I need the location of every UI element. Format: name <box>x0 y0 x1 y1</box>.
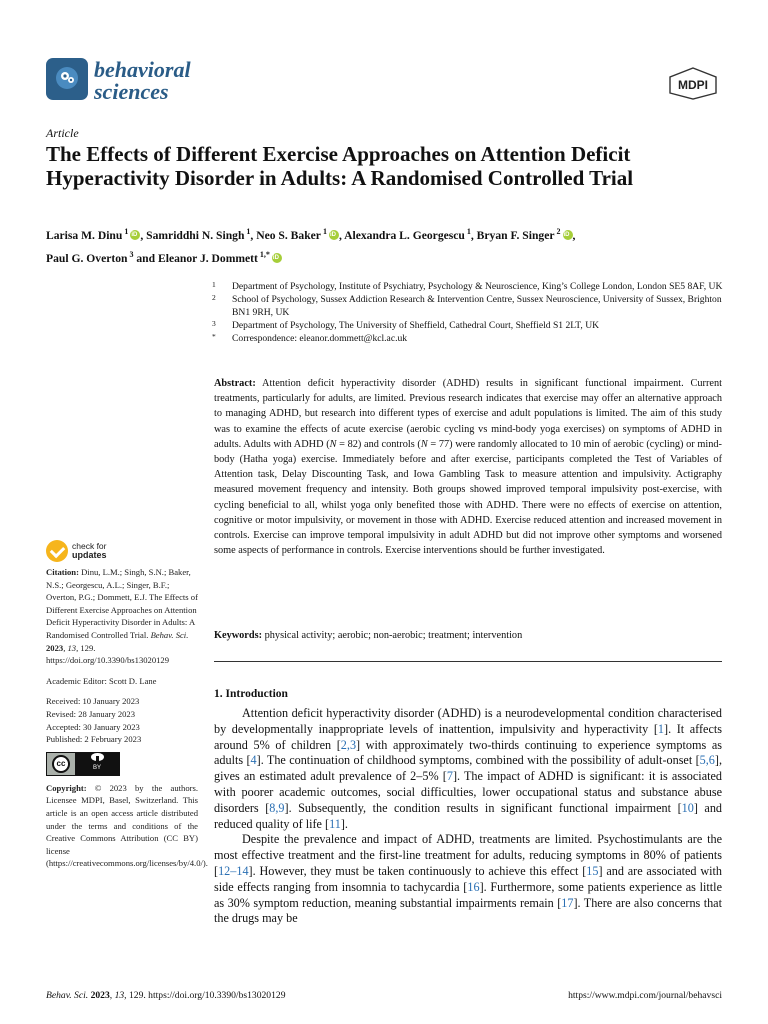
reference-link[interactable]: 11 <box>329 816 341 831</box>
affiliation-number: * <box>212 332 216 341</box>
author-affiliation-marker: 1 <box>464 227 471 236</box>
by-label: BY <box>92 765 101 772</box>
author-name: Alexandra L. Georgescu <box>344 228 465 242</box>
paragraph-text: Attention deficit hyperactivity disorder (ADHD) is a neurodevelopmental condition characterised by developmentally inappropriate levels of inattention, impulsivity and hyperactivity [ <box>214 706 722 736</box>
date-revised: Revised: 28 January 2023 <box>46 708 136 719</box>
paragraph-text: ]. The impact of ADHD is significant: it is associated with poorer academic outcomes, social difficulties, lower occupational status and substance abuse disorders [ <box>214 769 722 815</box>
citation <box>46 566 198 667</box>
paragraph-text: ] with approximately two-thirds continuing to experience symptoms as adults [ <box>214 737 723 768</box>
author-affiliation-marker: 1 <box>122 227 129 236</box>
affiliation-text: School of Psychology, Sussex Addiction Research & Intervention Centre, Sussex Neuroscience, University of Sussex, Brighton BN1 9RH, UK <box>232 294 722 318</box>
footer-doi: , 129. https://doi.org/10.3390/bs13020129 <box>124 990 286 1001</box>
reference-link[interactable]: 8,9 <box>269 800 285 815</box>
journal-name <box>94 59 191 103</box>
footer-url-link[interactable]: https://www.mdpi.com/journal/behavsci <box>568 990 722 1001</box>
body-text <box>214 706 722 927</box>
journal-name-line1: behavioral <box>94 57 191 82</box>
citation-label: Citation: <box>46 567 79 577</box>
cc-icon: cc <box>52 755 70 773</box>
affiliation <box>212 280 732 293</box>
abstract <box>214 376 722 558</box>
reference-link[interactable]: 5,6 <box>699 753 715 768</box>
author-name: Neo S. Baker <box>256 228 321 242</box>
affiliation <box>212 319 732 332</box>
footer-journal: Behav. Sci. <box>46 990 89 1001</box>
author-separator: , <box>140 228 147 242</box>
footer-volume: , 13 <box>109 990 125 1001</box>
date-published: Published: 2 February 2023 <box>46 734 142 745</box>
paragraph-text: ]. <box>340 816 348 831</box>
journal-name-line2: sciences <box>94 79 169 104</box>
dates <box>46 695 198 745</box>
orcid-icon[interactable] <box>329 230 339 240</box>
mdpi-logo <box>666 66 720 100</box>
author-name: Samriddhi N. Singh <box>146 228 245 242</box>
check-line2: updates <box>72 550 107 560</box>
section-heading: 1. Introduction <box>214 688 288 700</box>
citation-volume: , 13 <box>63 642 77 653</box>
reference-link[interactable]: 12–14 <box>218 863 249 878</box>
author-name: Larisa M. Dinu <box>46 228 123 242</box>
reference-link[interactable]: 10 <box>681 800 694 815</box>
paragraph-text: ]. Subsequently, the condition results in significant functional impairment [ <box>284 800 682 815</box>
academic-editor: Academic Editor: Scott D. Lane <box>46 675 157 686</box>
paper-title: The Effects of Different Exercise Approaches on Attention Deficit Hyperactivity Disorder in Adults: A Randomised Controlled Trial <box>46 142 634 190</box>
check-for-updates-button[interactable] <box>46 540 107 562</box>
keywords <box>214 628 722 643</box>
author-name: Paul G. Overton <box>46 251 128 265</box>
abstract-text-3: = 77) were randomly allocated to 10 min of aerobic (cycling) or mind-body (Hatha yoga) exercise. Immediately before and after exercise, participants completed the Test of Variables of Attention task, Delay Discounting Task, and Iowa Gambling Task to measure attention and impulsivity. Actigraphy measured movement frequency and intensity. Both groups showed improved temporal impulsivity post-exercise, with cycling beneficial to all, whilst yoga only benefited those with ADHD. There were no effects of exercise on attention, cognitive or motor impulsivity, or movement in those with ADHD. Exercise reduced attention and increased movement in controls. Exercise can improve temporal impulsivity in adult ADHD but did not improve other symptoms and worsened some aspects of performance in controls. Exercise interventions should be further investigated. <box>214 438 722 557</box>
citation-year: 2023 <box>46 642 64 653</box>
by-panel <box>75 753 119 775</box>
affiliation <box>212 293 732 319</box>
affiliation-number: 3 <box>212 319 216 328</box>
author-name: Eleanor J. Dommett <box>157 251 258 265</box>
author-list <box>46 222 726 268</box>
copyright-label: Copyright: <box>46 782 87 793</box>
article-type: Article <box>46 126 79 140</box>
reference-link[interactable]: 17 <box>561 895 574 910</box>
copyright-text: © 2023 by the authors. Licensee MDPI, Basel, Switzerland. This article is an open access article distributed under the terms and conditions of the Creative Commons Attribution (CC BY) license (https://creativecommons.org/licenses/by/4.0/). <box>46 782 208 869</box>
footer-citation <box>46 990 286 1001</box>
reference-link[interactable]: 2,3 <box>340 737 357 752</box>
date-accepted: Accepted: 30 January 2023 <box>46 721 140 732</box>
abstract-text-2: = 82) and controls ( <box>336 438 421 450</box>
author-affiliation-marker: 1,* <box>257 249 270 259</box>
affiliation-number: 2 <box>212 293 216 302</box>
page-footer <box>46 990 722 1001</box>
keywords-label: Keywords: <box>214 630 263 641</box>
section-divider <box>214 661 722 662</box>
author-affiliation-marker: 2 <box>554 227 561 236</box>
paragraph-text: ]. Furthermore, some patients experience as little as 30% symptom reduction, meaning substantial impairments remain [ <box>214 879 722 910</box>
reference-link[interactable]: 16 <box>467 879 480 894</box>
paragraph-text: ]. The continuation of childhood symptoms, combined with the possibility of adult-onset [ <box>256 753 700 768</box>
paragraph-text: ]. It affects around 5% of children [ <box>214 721 722 752</box>
citation-text: Dinu, L.M.; Singh, S.N.; Baker, N.S.; Georgescu, A.L.; Singer, B.F.; Overton, P.G.; Dommett, E.J. The Effects of Different Exercise Approaches on Attention Deficit Hyperactivity Disorder in Adults: A Randomised Controlled Trial. <box>46 567 198 640</box>
affiliation-text: Department of Psychology, Institute of Psychiatry, Psychology & Neuroscience, King’s College London, London SE5 8AF, UK <box>232 281 723 292</box>
author-name: Bryan F. Singer <box>476 228 555 242</box>
journal-logo-icon <box>46 58 88 100</box>
check-icon <box>46 540 68 562</box>
author-separator: , <box>470 228 477 242</box>
paragraph-text: ] and are associated with side effects ranging from insomnia to tachycardia [ <box>214 863 722 894</box>
paragraph <box>214 832 722 927</box>
paragraph-text: ] and reduced quality of life [ <box>214 800 723 831</box>
affiliations <box>212 280 732 345</box>
reference-link[interactable]: 4 <box>250 753 257 768</box>
abstract-text-1: Attention deficit hyperactivity disorder (ADHD) results in significant functional impairment. Current treatments, particularly for adults, are limited. Previous research indicates that exercise may offer an alternative approach to managing ADHD, but research into different types of exercise and adult populations is limited. The aim of this study was to examine the effects of acute exercise (aerobic cycling vs mind-body yoga exercises) on symptoms of ADHD in adults. Adults with ADHD ( <box>214 378 722 450</box>
date-received: Received: 10 January 2023 <box>46 696 140 707</box>
reference-link[interactable]: 15 <box>586 863 599 878</box>
cc-by-license-badge[interactable] <box>46 752 120 776</box>
affiliation <box>212 332 732 345</box>
author-separator: , <box>250 228 257 242</box>
paragraph-text: ]. However, they must be taken continuously to achieve this effect [ <box>248 863 587 878</box>
sidebar <box>46 566 208 878</box>
paragraph-text: ]. There are also concerns that the drugs may be <box>214 895 722 926</box>
abstract-n-symbol: N <box>420 438 428 450</box>
author-affiliation-marker: 3 <box>127 249 134 259</box>
check-for-updates-label <box>72 542 107 560</box>
reference-link[interactable]: 1 <box>657 721 665 736</box>
copyright-notice <box>46 782 208 870</box>
citation-journal: Behav. Sci. <box>150 629 189 640</box>
cc-panel <box>47 753 75 775</box>
footer-year: 2023 <box>88 990 110 1001</box>
paragraph <box>214 706 722 832</box>
orcid-icon[interactable] <box>130 230 140 240</box>
affiliation-number: 1 <box>212 280 216 289</box>
author-separator: , <box>572 228 576 242</box>
paragraph-text: ], gives an estimated adult prevalence of 2–5% [ <box>214 753 722 784</box>
paragraph-text: Despite the prevalence and impact of ADHD, treatments are limited. Psychostimulants are the most effective treatment and the first-line treatment for adults, reducing symptoms in 80% of patients [ <box>214 832 722 878</box>
reference-link[interactable]: 7 <box>446 769 453 784</box>
check-line1: check for <box>72 541 107 551</box>
by-person-icon <box>91 753 104 761</box>
author-separator: and <box>133 251 158 265</box>
keywords-text: physical activity; aerobic; non-aerobic; treatment; intervention <box>262 630 523 641</box>
affiliation-text: Correspondence: eleanor.dommett@kcl.ac.uk <box>232 333 408 344</box>
abstract-n-symbol: N <box>329 438 337 450</box>
affiliation-text: Department of Psychology, The University of Sheffield, Cathedral Court, Sheffield S1 2LT, UK <box>232 320 600 331</box>
author-affiliation-marker: 1 <box>244 227 251 236</box>
author-separator: , <box>338 228 345 242</box>
abstract-label: Abstract: <box>214 378 256 389</box>
author-affiliation-marker: 1 <box>320 227 327 236</box>
citation-doi: , 129. https://doi.org/10.3390/bs13020129 <box>46 642 170 666</box>
orcid-icon[interactable] <box>272 253 282 263</box>
publisher-name: MDPI <box>678 78 708 92</box>
orcid-icon[interactable] <box>563 230 573 240</box>
